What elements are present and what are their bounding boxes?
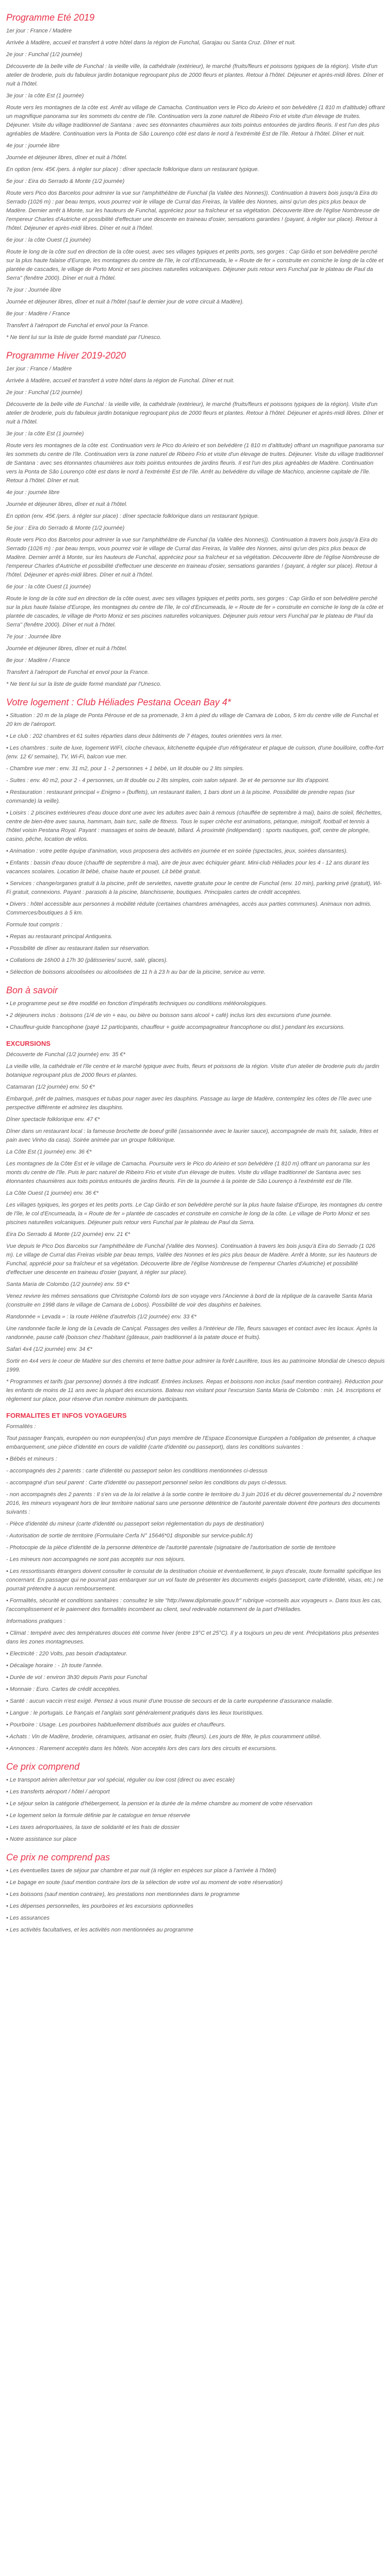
exc-items-line: Les montagnes de la Côte Est et le village de Camacha. Poursuite vers le Pico do Arieiro et son belvédère (1 810 m) offrant un panorama sur les monts du centre de l'île. Puis le parc naturel de Ribeiro Frio et visite d'un élevage de truites. Visite du village traditionnel de Santana avec ses étonnantes chaumières aux toits pointus entourés de jardins fleuris. Fin de la journée à la pointe de São Lourenço à l'extrémité est de l'île.	[6, 1161, 370, 1184]
winter-days-line: Transfert à l'aéroport de Funchal et envol pour la France.	[6, 669, 150, 675]
summer-footnote: * Ne tient lui sur la liste de guide formé mandaté par l'Unesco.	[6, 334, 162, 341]
form-items-line: • Annonces : Rarement acceptés dans les hôtels. Non acceptés lors des cars lors des circuits et excursions.	[6, 1745, 277, 1752]
hotel-items-line: - Suites : env. 40 m2, pour 2 - 4 personnes, un lit double ou 2 lits simples, coin salon séparé. 3e et 4e personne sur lits d'appoint.	[6, 777, 330, 784]
hotel-items-line: • Possibilité de dîner au restaurant italien sur réservation.	[6, 945, 150, 952]
winter-days-line: 1er jour : France / Madère	[6, 366, 72, 372]
section-title-price-excludes: Ce prix ne comprend pas	[6, 1852, 110, 1862]
summer-days-line: Route le long de la côte sud en direction de la côte ouest, avec ses villages typiques et petits ports, ses gorges : Cap Girão et son belvédère perché sur la plus haute falaise d'Europe, les montagnes du centre de l'île, le col d'Encumeada, le « Route de fer » construite en corniche le long de la côte et plantée de cascades, le village de Porto Moniz et ses piscines naturelles volcaniques. Déjeuner puis retour vers Funchal par le plateau de Paul da Serra" (fenêtre 2000). Dîner et nuit à l'hôtel.	[6, 249, 383, 281]
excursions-list	[6, 1050, 385, 1404]
hotel-description	[6, 711, 385, 977]
winter-days-line: 3e jour : la côte Est (1 journée)	[6, 431, 84, 437]
winter-days-line: 6e jour : la côte Ouest (1 journée)	[6, 584, 91, 590]
hotel-items-line: • Animation : votre petite équipe d'animation, vous proposera des activités en journée et en soirée (spectacles, jeux, soirées dansantes).	[6, 848, 348, 854]
exc-items-line: Catamaran (1/2 journée) env. 50 €*	[6, 1084, 95, 1090]
price-in-items-line: • Notre assistance sur place	[6, 1836, 77, 1842]
winter-days-line: 8e jour : Madère / France	[6, 657, 70, 664]
winter-days-line: Découverte de la belle ville de Funchal : la vieille ville, la cathédrale (extérieur), le marché (fruits/fleurs et poissons typiques de la région). Visite d'un atelier de broderie, puis du fabuleux jardin botanique regroupant plus de 2000 fleurs et plantes. Retour à l'hôtel. Déjeuner et après-midi libres. Dîner et nuit à l'hôtel.	[6, 401, 383, 425]
summer-days-line: Route vers les montagnes de la côte est. Arrêt au village de Camacha. Continuation vers le Pico do Arieiro et son belvédère (1 810 m d'altitude) offrant un magnifique panorama sur les sommets du centre de l'île. Continuation vers la zone naturel de Ribeiro Frio et visite d'un élevage de truites. Déjeuner. Visite du village traditionnel de Santana : avec ses étonnantes chaumières aux toits pointus entourées de jardins fleuris. Il est l'un des plus agréables de Madère. Continuation vers la Ponta de São Lourenço côté est dans le nord à l'extrémité Est de l'île. Retour à l'hôtel. Dîner et nuit.	[6, 105, 385, 137]
form-items-line: • Formalités, sécurité et conditions sanitaires : consultez le site "http://www.diplomatie.gouv.fr" rubrique «conseils aux voyageurs ». Dans tous les cas, l'accomplissement et le paiement des formalités incombent au client, seul redevable notamment de la part d'Héliades.	[6, 1598, 382, 1613]
exc-items-line: Eira Do Serrado & Monte (1/2 journée) env. 21 €*	[6, 1231, 131, 1238]
price-in-items-line: • Le transport aérien aller/retour par vol spécial, régulier ou low cost (direct ou avec escale)	[6, 1777, 235, 1783]
winter-footnote: * Ne tient lui sur la liste de guide formé mandaté par l'Unesco.	[6, 681, 162, 687]
summer-days-line: Route vers Pico dos Barcelos pour admirer la vue sur l'amphithéâtre de Funchal (la Vallée des Nonnes)). Continuation à travers bois jusqu'à Eira do Serrado (1026 m) : par beau temps, vous pourrez voir le village de Curral das Freiras, la Vallée des Nonnes, ainsi qu'un des pics plus beaux de Madère. Dernier arrêt à Monte, sur les hauteurs de Funchal, appréciez pour sa fraîcheur et sa végétation. Découverte libre de l'église Nombreuse de l'empereur Charles d'Autriche et possibilité d'effectuer une descente en traineau d'osier, sensations garanties ! (payant, à régler sur place). Retour à l'hôtel. Déjeuner et après-midi libres. Dîner et nuit à l'hôtel.	[6, 190, 380, 231]
form-items-line: • Décalage horaire : - 1h toute l'année.	[6, 1663, 103, 1669]
form-items-line: • Electricité : 220 Volts, pas besoin d'adaptateur.	[6, 1651, 128, 1657]
form-items-line: - Les mineurs non accompagnés ne sont pas acceptés sur nos séjours.	[6, 1556, 186, 1563]
hotel-items-line: • Divers : hôtel accessible aux personnes à mobilité réduite (certaines chambres aménagées, accès aux parties communes). Animaux non admis. Commerces/boutiques à 5 km.	[6, 901, 372, 916]
exc-items-line: Embarqué, prêt de palmes, masques et tubas pour nager avec les dauphins. Passage au large de Madère, contemplez les côtes de l'île avec une perspective différente et admirez les dauphins.	[6, 1096, 372, 1111]
section-title-winter: Programme Hiver 2019-2020	[6, 350, 126, 361]
price-in-items-line: • Les taxes aéroportuaires, la taxe de solidarité et les frais de dossier	[6, 1824, 180, 1831]
form-items-line: • Les ressortissants étrangers doivent consulter le consulat de la destination choisie et éventuellement, le pays d'escale, toute formalité spécifique les concernant. En passager qui ne pourrait pas embarquer sur un vol faute de présenter les documents exigés (passeport, carte d'identité, visas, etc.) ne pourrait prétendre à aucun remboursement.	[6, 1568, 383, 1592]
summer-programme	[6, 27, 385, 330]
price-out-items-line: • Les dépenses personnelles, les pourboires et les excursions optionnelles	[6, 1903, 193, 1909]
hotel-items-line: - Chambre vue mer : env. 31 m2, pour 1 - 2 personnes + 1 bébé, un lit double ou 2 lits simples.	[6, 766, 245, 772]
form-items-line: • Achats : Vin de Madère, broderie, céramiques, artisanat en osier, fruits (fleurs). Les jours de fête, le plus couramment utilisé.	[6, 1734, 321, 1740]
hotel-items-line: • Restauration : restaurant principal « Enigmo » (buffets), un restaurant italien, 1 bars dont un à la piscine. Possibilité de prendre repas (sur commande) la veille).	[6, 789, 355, 804]
form-items-line: • Durée de vol : environ 3h30 depuis Paris pour Funchal	[6, 1674, 147, 1681]
hotel-items-line: • Enfants : bassin d'eau douce (chauffé de septembre à mai), aire de jeux avec échiquier géant. Mini-club Héliades pour les 4 - 12 ans durant les vacances scolaires. Location lit bébé, chaise haute et pouset. Lit bébé gratuit.	[6, 860, 369, 875]
summer-days-line: Arrivée à Madère, accueil et transfert à votre hôtel dans la région de Funchal, Garajau ou Santa Cruz. Dîner et nuit.	[6, 40, 296, 46]
exc-items-line: Sortir en 4x4 vers le coeur de Madère sur des chemins et terre battue pour admirer la forêt Laurifère, tous les au patrimoine Mondial de Unesco depuis 1999.	[6, 1358, 385, 1373]
winter-days-line: Arrivée à Madère, accueil et transfert à votre hôtel dans la région de Funchal. Dîner et nuit.	[6, 378, 235, 384]
good-items-line: • Chauffeur-guide francophone (payé 12 participants, chauffeur + guide accompagnateur francophone ou dist.) pendant les excursions.	[6, 1024, 345, 1030]
winter-days-line: Journée et déjeuner libres, dîner et nuit à l'hôtel.	[6, 646, 128, 652]
summer-days-line: 5e jour : Eira do Serrado & Monte (1/2 journée)	[6, 178, 125, 184]
form-items-line: - Pièce d'identité du mineur (carte d'identité ou passeport selon réglementation du pays de destination)	[6, 1521, 264, 1527]
winter-days-line: 7e jour : Journée libre	[6, 634, 61, 640]
exc-items-line: Une randonnée facile le long de la Levada de Caniçal. Passages des veilles à l'intérieur de l'île, fleurs sauvages et contact avec les locaux. Après la randonnée, pause café (boisson chez l'habitant (gâteaux, pain traditionnel à la patate douce et fruits).	[6, 1326, 378, 1341]
form-items-line: • Bébés et mineurs :	[6, 1456, 57, 1462]
section-title-summer: Programme Eté 2019	[6, 12, 95, 23]
price-out-items-line: • Les assurances	[6, 1915, 50, 1921]
winter-days-line: Journée et déjeuner libres, dîner et nuit à l'hôtel.	[6, 501, 128, 507]
summer-days-line: 6e jour : la côte Ouest (1 journée)	[6, 237, 91, 243]
section-title-price-includes: Ce prix comprend	[6, 1761, 80, 1772]
hotel-items-line: • Collations de 16h00 à 17h 30 (pâtisseries/ sucré, salé, glaces).	[6, 957, 168, 963]
exc-items-line: La Côte Ouest (1 journée) env. 36 €*	[6, 1190, 99, 1196]
summer-days-line: 1er jour : France / Madère	[6, 28, 72, 34]
exc-items-line: Dîner spectacle folklorique env. 47 €*	[6, 1116, 100, 1123]
hotel-items-line: Formule tout compris :	[6, 922, 63, 928]
exc-items-line: La vieille ville, la cathédrale et l'île centre et le marché typique avec fruits, fleurs et poissons de la région. Visite d'un atelier de broderie puis du jardin botanique regroupant plus de 2000 fleurs et plantes.	[6, 1063, 380, 1078]
form-items-line: Formalités :	[6, 1423, 36, 1430]
exc-items-line: Randonnée « Levada » : la route Hélène d'autrefois (1/2 journée) env. 33 €*	[6, 1314, 197, 1320]
form-items-line: • Santé : aucun vaccin n'est exigé. Pensez à vous munir d'une trousse de secours et de la carte européenne d'assurance maladie.	[6, 1698, 333, 1704]
price-in-items-line: • Le séjour selon la catégorie d'hébergement, la pension et la durée de la même chambre au moment de votre réservation	[6, 1801, 313, 1807]
exc-items-line: Vue depuis le Pico Dos Barcelos sur l'amphithéâtre de Funchal (Vallée des Nonnes). Continuation à travers les bois jusqu'à Eira do Serrado (1 026 m). Le village de Curral das Freiras visible par beau temps, Vallée des Nonnes et les pics plus beaux de Madère. Arrêt à Monte, sur les hauteurs de Funchal, apprécié pour sa fraîcheur et sa végétation. Découverte libre de l'église Nombreuse de l'empereur Charles d'Autriche) et possibilité d'effectuer une descente en traineau d'osier (payant, à régler sur place).	[6, 1243, 377, 1276]
exc-items-line: Safari 4x4 (1/2 journée) env. 34 €*	[6, 1346, 92, 1352]
form-items-line: • Monnaie : Euro. Cartes de crédit acceptées.	[6, 1686, 121, 1692]
price-in-items-line: • Les transferts aéroport / hôtel / aéroport	[6, 1789, 110, 1795]
section-title-excursions: EXCURSIONS	[6, 1040, 51, 1047]
exc-items-line: Santa Maria de Colombo (1/2 journée) env. 59 €*	[6, 1281, 129, 1287]
winter-days-line: 4e jour : journée libre	[6, 489, 60, 496]
price-in-items-line: • Le logement selon la formule définie par le catalogue en tenue réservée	[6, 1812, 190, 1819]
exc-items-line: La Côte Est (1 journée) env. 36 €*	[6, 1149, 92, 1155]
price-out-items-line: • Les boissons (sauf mention contraire), les prestations non mentionnées dans le programme	[6, 1891, 240, 1897]
exc-items-line: Venez revivre les mêmes sensations que Christophe Colomb lors de son voyage vers l'Ancienne à bord de la réplique de la caravelle Santa Maria (construite en 1998 dans le village de Camara de Lobos). Possibilité de voir des dauphins et baleines.	[6, 1293, 372, 1308]
summer-days-line: Journée et déjeuner libres, dîner et nuit à l'hôtel.	[6, 155, 128, 161]
hotel-items-line: • Le club : 202 chambres et 61 suites réparties dans deux bâtiments de 7 étages, toutes orientées vers la mer.	[6, 733, 283, 739]
summer-days-line: En option (env. 45€ /pers. à régler sur place) : dîner spectacle folklorique dans un restaurant typique.	[6, 166, 259, 173]
section-title-formalities: FORMALITES ET INFOS VOYAGEURS	[6, 1412, 127, 1419]
summer-days-line: 3e jour : la côte Est (1 journée)	[6, 93, 84, 99]
good-items-line: • 2 déjeuners inclus : boissons (1/4 de vin + eau, ou bière ou boisson sans alcool + café) inclus lors des excursions d'une journée.	[6, 1012, 332, 1019]
form-items-line: Tout passager français, européen ou non européen(ou) d'un pays membre de l'Espace Economique Européen a l'obligation de présenter, à chaque embarquement, une pièce d'identité en cours de validité (carte d'identité ou passeport), dans les conditions suivantes :	[6, 1435, 376, 1450]
summer-days-line: Journée et déjeuner libres, dîner et nuit à l'hôtel (sauf le dernier jour de votre circuit à Madère).	[6, 299, 244, 305]
exc-items-line: Découverte de Funchal (1/2 journée) env. 35 €*	[6, 1052, 125, 1058]
winter-days-line: En option (env. 45€ /pers. à régler sur place) : dîner spectacle folklorique dans un restaurant typique.	[6, 513, 259, 519]
exc-items-line: * Programmes et tarifs (par personne) donnés à titre indicatif. Entrées incluses. Repas et boissons non inclus (sauf mention contraire). Réduction pour les enfants de moins de 11 ans avec la plupart des excursions. Bateau non visitant pour l'excursion Santa Maria de Colombo : min. 14. Inscriptions et règlement sur place, pour réserve d'un nombre minimum de participants.	[6, 1379, 383, 1402]
form-items-line: • Pourboire : Usage. Les pourboires habituellement distribués aux guides et chauffeurs.	[6, 1722, 226, 1728]
winter-days-line: Route vers Pico dos Barcelos pour admirer la vue sur l'amphithéâtre de Funchal (la Vallée des Nonnes)). Continuation à travers bois jusqu'à Eira do Serrado (1026 m) : par beau temps, vous pourrez voir le village de Curral das Freiras, la Vallée des Nonnes, ainsi qu'un des pics plus beaux de Madère. Dernier arrêt à Monte, sur les hauteurs de Funchal, appréciez pour sa fraîcheur et sa végétation. Découverte libre de l'église Nombreuse de l'empereur Charles d'Autriche et possibilité d'effectuer une descente en traineau d'osier, sensations garanties ! (payant, à régler sur place). Retour à l'hôtel. Déjeuner et après-midi libres. Dîner et nuit à l'hôtel.	[6, 537, 380, 578]
winter-days-line: 2e jour : Funchal (1/2 journée)	[6, 389, 83, 396]
hotel-items-line: • Les chambres : suite de luxe, logement WIFI, cloche chevaux, kitchenette équipée d'un réfrigérateur et plaque de cuisson, d'une bouilloire, coffre-fort (env. 12 €/ semaine), TV, Wi-Fi, balcon vue mer.	[6, 745, 384, 760]
price-excludes	[6, 1867, 385, 1935]
summer-days-line: 7e jour : Journée libre	[6, 287, 61, 293]
summer-days-line: Transfert à l'aéroport de Funchal et envol pour la France.	[6, 323, 150, 329]
winter-days-line: Route vers les montagnes de la côte est. Continuation vers le Pico do Arieiro et son belvédère (1 810 m d'altitude) offrant un magnifique panorama sur les sommets du centre de l'île. Continuation vers la zone naturel de Ribeiro Frio et visite d'un élevage de truites. Déjeuner. Visite du village traditionnel de Santana : avec ses étonnantes chaumières aux toits pointus entourées de jardins fleuris. Il est l'un des plus agréables de Madère. Continuation vers la Ponta de São Lourenço côté est dans le nord à l'extrémité Est de l'île. Arrêt au belvédère du village de Machico, ancienne capitale de l'île. Retour à l'hôtel. Dîner et nuit.	[6, 443, 384, 484]
form-items-line: - non accompagnés des 2 parents : Il s'en va de la loi relative à la sortie contre le territoire du 3 juin 2016 et du décret gouvernemental du 2 novembre 2016, les mineurs voyageant hors de leur territoire national sans une personne détentrice de l'autorité parentale doivent être porteurs des documents suivants :	[6, 1492, 383, 1515]
form-items-line: - Photocopie de la pièce d'identité de la personne détentrice de l'autorité parentale (signataire de l'autorisation de sortie de territoire	[6, 1545, 336, 1551]
form-items-line: • Langue : le portugais. Le français et l'anglais sont généralement pratiqués dans les lieux touristiques.	[6, 1710, 264, 1716]
price-out-items-line: • Les activités facultatives, et les activités non mentionnées au programme	[6, 1927, 193, 1933]
summer-days-line: 2e jour : Funchal (1/2 journée)	[6, 52, 83, 58]
exc-items-line: Les villages typiques, les gorges et les petits ports. Le Cap Girão et son belvédère perché sur la plus haute falaise d'Europe, les montagnes du centre de l'île, le col d'Encumeada, la « Route de fer » plantée de cascades et construite en corniche le long de la côte. Le village de Porto Moniz et ses piscines naturelles volcaniques. Déjeuner puis retour vers Funchal par le plateau de Paul da Serra.	[6, 1202, 383, 1226]
formalities	[6, 1422, 385, 1753]
section-title-good-to-know: Bon à savoir	[6, 985, 58, 995]
form-items-line: - accompagnés des 2 parents : carte d'identité ou passeport selon les conditions mentionnées ci-dessus	[6, 1468, 268, 1474]
winter-days-line: 5e jour : Eira do Serrado & Monte (1/2 journée)	[6, 525, 125, 531]
hotel-items-line: • Repas au restaurant principal Antiqueira.	[6, 934, 112, 940]
hotel-items-line: • Loisirs : 2 piscines extérieures d'eau douce dont une avec les adultes avec bain à remous (chauffée de septembre à mai), bains de soleil, fléchettes, centre de bien-être avec sauna, hammam, bain turc, salle de fitness. Tous le super crèche est animations, pétanque, minigolf, football et tennis à l'hôtel voisin Pestana Royal. Payant : massages et soins de beauté, billard. À proximité (indépendant) : sports nautiques, golf, centre de plongée, casino, pêche, location de vélos.	[6, 810, 382, 842]
hotel-items-line: • Sélection de boissons alcoolisées ou alcoolisées de 11 h à 23 h au bar de la piscine, service au verre.	[6, 969, 266, 975]
section-title-hotel: Votre logement : Club Héliades Pestana Ocean Bay 4*	[6, 697, 231, 707]
form-items-line: - accompagné d'un seul parent : Carte d'identité ou passeport personnel selon les conditions du pays ci-dessus.	[6, 1480, 287, 1486]
summer-days-line: 4e jour : journée libre	[6, 143, 60, 149]
good-items-line: • Le programme peut se être modifié en fonction d'impératifs techniques ou conditions météorologiques.	[6, 1001, 267, 1007]
exc-items-line: Dîner dans un restaurant local : la fameuse brochette de boeuf grillé (assaisonnée avec le laurier sauce), accompagnée de maïs frit, salade, frites et pain avec Vinho da casa). Soirée animée par un groupe folklorique.	[6, 1128, 378, 1143]
hotel-items-line: • Services : change/organes gratuit à la piscine, prêt de serviettes, navette gratuite pour le centre de Funchal (env. 10 min), parking privé (gratuit), Wi-Fi gratuit, connexions. Payant : parasols à la piscine, blanchisserie, boutiques. Principales cartes de crédit acceptées.	[6, 880, 382, 895]
form-items-line: Informations pratiques :	[6, 1618, 66, 1624]
winter-days-line: Route le long de la côte sud en direction de la côte ouest, avec ses villages typiques et petits ports, ses gorges : Cap Girão et son belvédère perché sur la plus haute falaise d'Europe, les montagnes du centre de l'île, le col d'Encumeada, le « Route de fer » construite en corniche le long de la côte et plantée de cascades, le village de Porto Moniz et ses piscines naturelles volcaniques. Déjeuner puis retour vers Funchal par le plateau de Paul da Serra" (fenêtre 2000). Dîner et nuit à l'hôtel.	[6, 596, 383, 628]
good-to-know	[6, 999, 385, 1032]
price-out-items-line: • Les éventuelles taxes de séjour par chambre et par nuit (à régler en espèces sur place à l'arrivée à l'hôtel)	[6, 1868, 276, 1874]
summer-days-line: Découverte de la belle ville de Funchal : la vieille ville, la cathédrale (extérieur), le marché (fruits/fleurs et poissons typiques de la région). Visite d'un atelier de broderie, puis du fabuleux jardin botanique regroupant plus de 2000 fleurs et plantes. Retour à l'hôtel. Déjeuner et après-midi libres. Dîner et nuit à l'hôtel.	[6, 63, 383, 87]
form-items-line: • Climat : tempéré avec des températures douces été comme hiver (entre 19°C et 25°C). Il y a toujours un peu de vent. Précipitations plus présentes dans les zones montagneuses.	[6, 1630, 379, 1645]
winter-programme	[6, 365, 385, 677]
price-includes	[6, 1776, 385, 1844]
hotel-items-line: • Situation : 20 m de la plage de Ponta Pérouse et de sa promenade, 3 km à pied du village de Camara de Lobos, 5 km du centre ville de Funchal et 20 km de l'aéroport.	[6, 713, 379, 727]
form-items-line: - Autorisation de sortie de territoire (Formulaire Cerfa N° 15646*01 disponible sur service-public.fr)	[6, 1533, 253, 1539]
summer-days-line: 8e jour : Madère / France	[6, 311, 70, 317]
price-out-items-line: • Le bagage en soute (sauf mention contraire lors de la sélection de votre vol au moment de votre réservation)	[6, 1879, 283, 1886]
